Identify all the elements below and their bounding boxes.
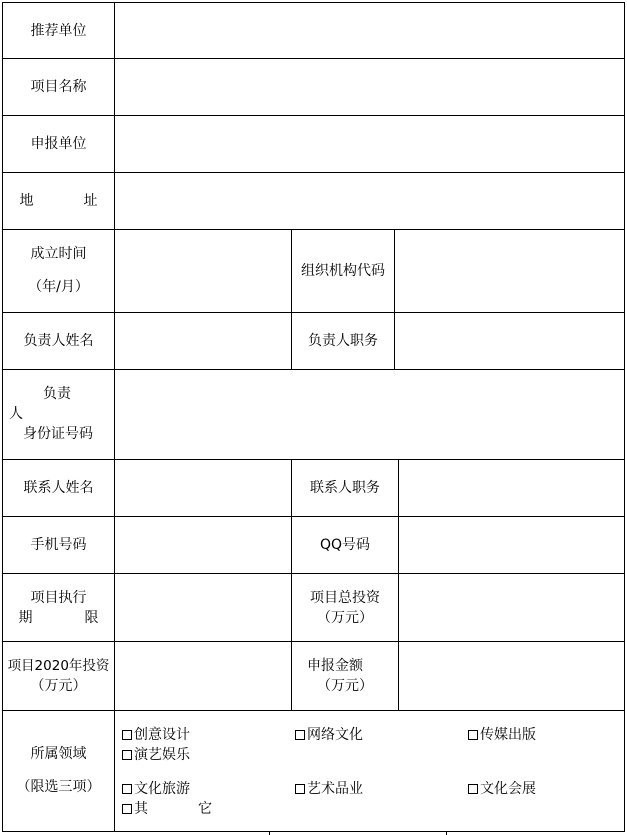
invest-2020-label (3, 642, 114, 710)
period-char-b: 限 (84, 609, 99, 626)
option-label: 网络文化 (307, 727, 363, 743)
founded-line1: 成立时间 (30, 246, 87, 262)
option-media-publishing[interactable] (468, 725, 536, 745)
option-label: 其 (134, 801, 148, 817)
total-invest-line2: （万元） (317, 609, 373, 626)
total-invest-label (292, 574, 398, 641)
checkbox-icon[interactable] (122, 730, 132, 740)
option-art-goods[interactable] (295, 779, 363, 799)
qq-label (292, 517, 398, 573)
contact-title-label (292, 460, 398, 516)
invest-2020-line2: （万元） (30, 678, 87, 694)
leader-id-line3: 身份证号码 (23, 426, 93, 442)
apply-amount-field[interactable] (399, 642, 624, 710)
checkbox-icon[interactable] (122, 750, 132, 760)
option-culture-tourism[interactable] (122, 779, 190, 799)
project-name-label (3, 59, 114, 115)
option-label: 艺术品业 (307, 781, 363, 797)
period-label (3, 574, 114, 641)
rule (624, 2, 625, 831)
recommend-unit-text: 推荐单位 (30, 22, 87, 39)
leader-name-label (3, 313, 114, 369)
address-label (3, 173, 114, 229)
tick-mark (269, 831, 270, 835)
address-field[interactable] (115, 173, 624, 229)
recommend-unit-label (3, 3, 114, 58)
option-label: 文化旅游 (134, 781, 190, 797)
domain-line2: （限选三项） (16, 779, 101, 795)
leader-id-field[interactable] (115, 370, 624, 459)
total-invest-field[interactable] (399, 574, 624, 641)
period-field[interactable] (115, 574, 291, 641)
checkbox-icon[interactable] (468, 784, 478, 794)
address-char-a: 地 (19, 193, 34, 209)
period-line1: 项目执行 (30, 589, 87, 606)
mobile-label (3, 517, 114, 573)
leader-id-line1: 负责 (43, 386, 71, 402)
tick-mark (446, 831, 447, 835)
leader-title-label (292, 313, 394, 369)
checkbox-icon[interactable] (295, 730, 305, 740)
qq-field[interactable] (399, 517, 624, 573)
project-name-text: 项目名称 (30, 79, 87, 95)
leader-title-field[interactable] (395, 313, 624, 369)
invest-2020-line1: 项目2020年投资 (7, 658, 110, 674)
option-label: 文化会展 (480, 781, 536, 797)
option-network-culture[interactable] (295, 725, 363, 745)
mobile-text: 手机号码 (30, 537, 87, 553)
apply-amount-line2: （万元） (317, 678, 373, 694)
applicant-unit-label (3, 116, 114, 172)
address-char-b: 址 (83, 193, 98, 209)
checkbox-icon[interactable] (122, 804, 132, 814)
apply-amount-label (292, 642, 398, 710)
org-code-label (292, 230, 394, 312)
option-culture-expo[interactable] (468, 779, 536, 799)
contact-name-field[interactable] (115, 460, 291, 516)
option-label: 传媒出版 (480, 727, 536, 743)
domain-line1: 所属领域 (30, 746, 87, 762)
leader-id-label (3, 370, 114, 459)
founded-field[interactable] (115, 230, 291, 312)
option-other[interactable] (122, 799, 212, 819)
org-code-field[interactable] (395, 230, 624, 312)
org-code-text: 组织机构代码 (301, 263, 385, 279)
founded-line2: （年/月） (28, 279, 89, 295)
total-invest-line1: 项目总投资 (310, 589, 380, 606)
option-label: 它 (198, 801, 212, 817)
rule (2, 831, 625, 832)
checkbox-icon[interactable] (468, 730, 478, 740)
domain-label (3, 711, 114, 831)
contact-name-text: 联系人姓名 (23, 480, 94, 496)
option-label: 创意设计 (134, 727, 190, 743)
leader-name-field[interactable] (115, 313, 291, 369)
option-label: 演艺娱乐 (134, 747, 190, 763)
option-creative-design[interactable] (122, 725, 190, 745)
leader-title-text: 负责人职务 (308, 333, 378, 349)
qq-text: QQ号码 (319, 537, 371, 553)
applicant-unit-field[interactable] (115, 116, 624, 172)
contact-title-field[interactable] (399, 460, 624, 516)
founded-label (3, 230, 114, 312)
period-char-a: 期 (18, 609, 33, 626)
option-performance[interactable] (122, 745, 190, 765)
checkbox-icon[interactable] (122, 784, 132, 794)
recommend-unit-field[interactable] (115, 3, 624, 58)
mobile-field[interactable] (115, 517, 291, 573)
contact-title-text: 联系人职务 (310, 480, 380, 496)
checkbox-icon[interactable] (295, 784, 305, 794)
leader-id-line2: 人 (9, 406, 23, 422)
invest-2020-field[interactable] (115, 642, 291, 710)
project-name-field[interactable] (115, 59, 624, 115)
apply-amount-line1: 申报金额 (307, 658, 363, 674)
contact-name-label (3, 460, 114, 516)
leader-name-text: 负责人姓名 (23, 333, 94, 349)
applicant-unit-text: 申报单位 (30, 136, 87, 152)
